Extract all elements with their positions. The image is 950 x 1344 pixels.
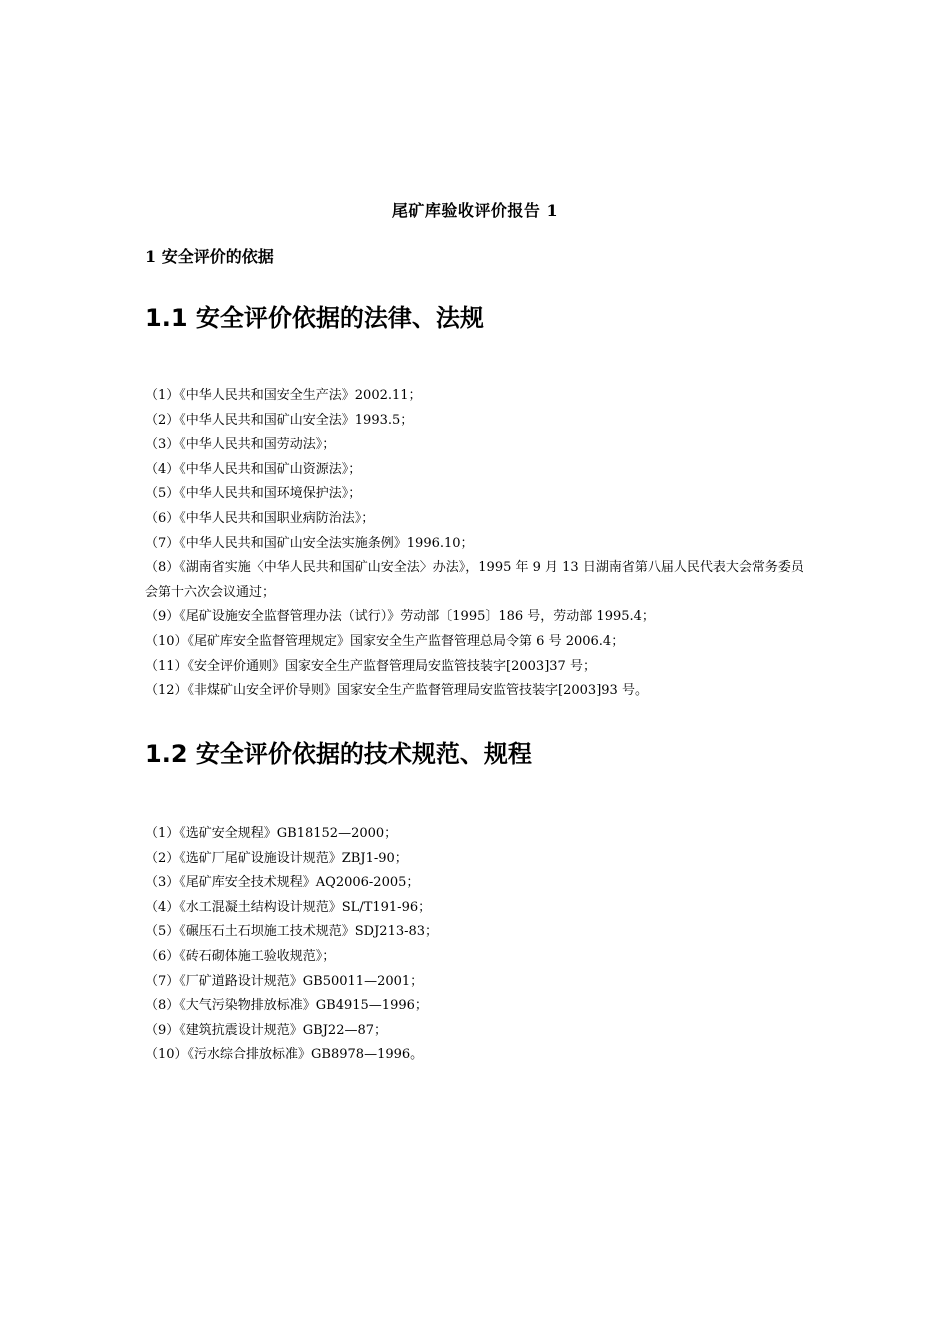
law-reference-list — [145, 384, 815, 704]
list-item: （12）《非煤矿山安全评价导则》国家安全生产监督管理局安监管技装字[2003]93 号。 — [145, 683, 648, 699]
list-item: （9）《建筑抗震设计规范》GBJ22—87； — [145, 1022, 388, 1038]
list-item: （6）《中华人民共和国职业病防治法》； — [145, 510, 375, 526]
list-item: （7）《厂矿道路设计规范》GB50011—2001； — [145, 973, 424, 989]
list-item: （3）《尾矿库安全技术规程》AQ2006-2005； — [145, 875, 420, 891]
standard-reference-list — [145, 822, 815, 1068]
list-item: （11）《安全评价通则》国家安全生产监督管理局安监管技装字[2003]37 号； — [145, 658, 596, 674]
list-item: （2）《中华人民共和国矿山安全法》1993.5； — [145, 412, 414, 428]
list-item: （10）《污水综合排放标准》GB8978—1996。 — [145, 1047, 424, 1063]
list-item: （10）《尾矿库安全监督管理规定》国家安全生产监督管理总局令第 6 号 2006.4； — [145, 633, 625, 649]
section-title-laws: 1.1 安全评价依据的法律、法规 — [145, 304, 484, 332]
section-title-standards: 1.2 安全评价依据的技术规范、规程 — [145, 740, 532, 768]
list-item: （5）《中华人民共和国环境保护法》； — [145, 486, 362, 502]
list-item: （6）《砖石砌体施工验收规范》； — [145, 948, 336, 964]
document-title: 尾矿库验收评价报告 1 — [391, 201, 559, 220]
list-item: （7）《中华人民共和国矿山安全法实施条例》1996.10； — [145, 535, 474, 551]
list-item: （8）《大气污染物排放标准》GB4915—1996； — [145, 998, 428, 1014]
list-item: （8）《湖南省实施〈中华人民共和国矿山安全法〉办法》，1995 年 9 月 13 日湖南省第八届人民代表大会常务委员会第十六次会议通过； — [145, 560, 804, 600]
list-item: （9）《尾矿设施安全监督管理办法（试行）》劳动部〔1995〕186 号，劳动部 1995.4； — [145, 609, 655, 625]
list-item: （1）《选矿安全规程》GB18152—2000； — [145, 826, 398, 841]
list-item: （4）《水工混凝土结构设计规范》SL/T191-96； — [145, 899, 432, 915]
chapter-title: 1 安全评价的依据 — [145, 247, 274, 266]
list-item: （5）《碾压石土石坝施工技术规范》SDJ213-83； — [145, 924, 439, 940]
list-item: （1）《中华人民共和国安全生产法》2002.11； — [145, 388, 422, 403]
list-item: （4）《中华人民共和国矿山资源法》； — [145, 461, 362, 477]
list-item: （2）《选矿厂尾矿设施设计规范》ZBJ1-90； — [145, 850, 408, 866]
list-item: （3）《中华人民共和国劳动法》； — [145, 437, 336, 453]
